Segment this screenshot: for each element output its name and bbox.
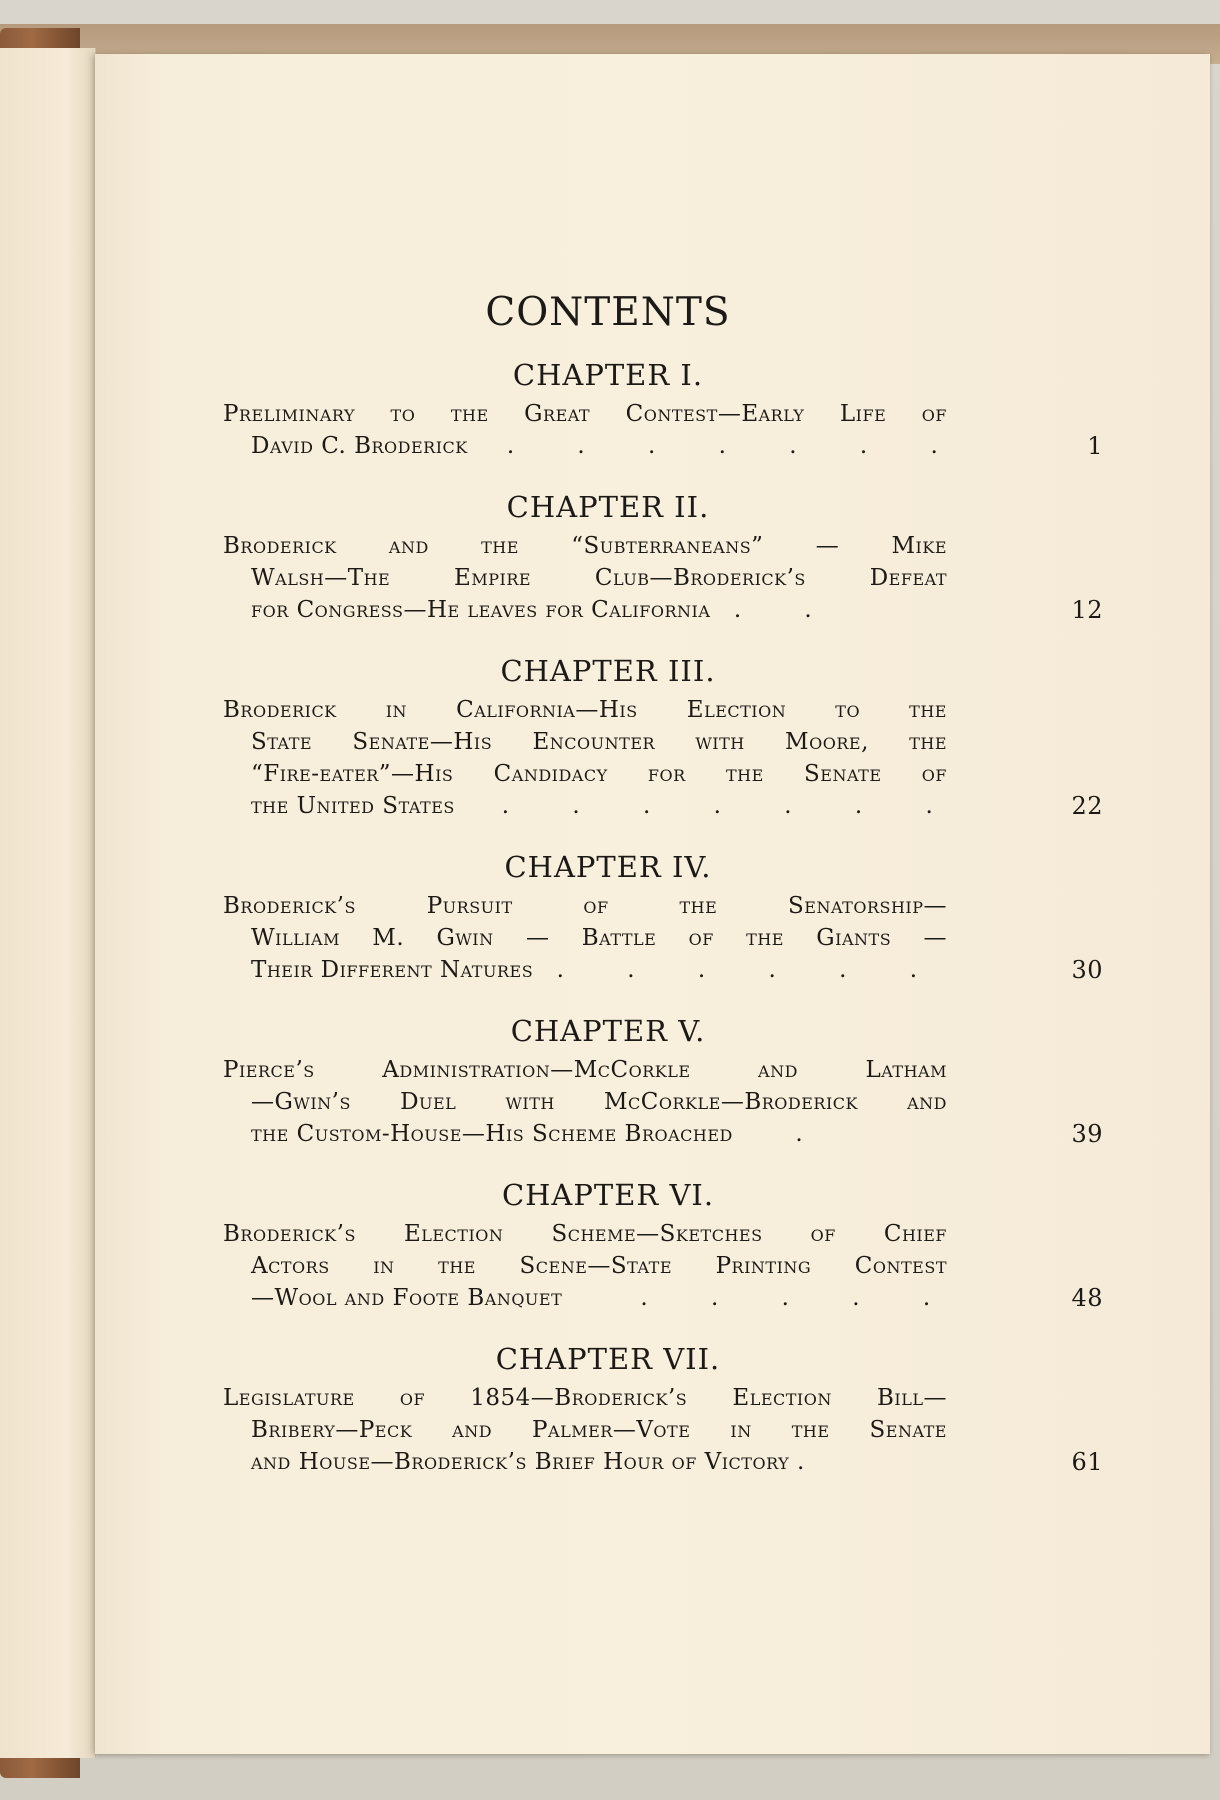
facing-page-edge [0, 48, 96, 1758]
book-page [95, 54, 1210, 1754]
page-number: 48 [1071, 1284, 1103, 1312]
chapter-description-line: and House—Broderick’s Brief Hour of Victory . [251, 1446, 947, 1478]
chapter-description-line: “Fire-eater”—His Candidacy for the Senate of [251, 761, 947, 787]
chapter-description-line: Legislature of 1854—Broderick’s Election Bill— [223, 1385, 947, 1411]
dot-leaders: . . [733, 597, 840, 623]
chapter-description-line: Broderick in California—His Election to the [223, 697, 947, 723]
chapter-description-line: Bribery—Peck and Palmer—Vote in the Senate [251, 1417, 947, 1443]
chapter-description-line: —Wool and Foote Banquet . . . . . [251, 1282, 947, 1314]
dot-leaders: . . . . . . . [501, 793, 961, 819]
chapter-heading: CHAPTER V. [510, 1014, 706, 1048]
dot-leaders: . . . . . [640, 1285, 959, 1311]
chapter-description-line: Pierce’s Administration—McCorkle and Latham [223, 1057, 947, 1083]
chapter-description [223, 1382, 1103, 1478]
chapter-description-line: Preliminary to the Great Contest—Early Life of [223, 401, 947, 427]
page-title: CONTENTS [485, 290, 731, 335]
chapter-description [223, 530, 1103, 626]
chapter-description [223, 398, 1103, 462]
chapter-description [223, 694, 1103, 822]
chapter-entry-1 [223, 358, 1103, 462]
chapter-description-line: Broderick and the “Subterraneans” — Mike [223, 533, 947, 559]
chapter-description-line: the Custom-House—His Scheme Broached . [251, 1118, 947, 1150]
chapter-heading: CHAPTER II. [506, 490, 710, 524]
dot-leaders: . . . . . . [556, 957, 946, 983]
chapter-description-line: Broderick’s Election Scheme—Sketches of Chief [223, 1221, 947, 1247]
chapter-description-line: —Gwin’s Duel with McCorkle—Broderick and [251, 1089, 947, 1115]
chapter-description [223, 890, 1103, 986]
dot-leaders: . [795, 1121, 831, 1147]
dot-leaders: . . . . . . . [506, 433, 966, 459]
chapter-heading: CHAPTER IV. [504, 850, 712, 884]
chapter-description [223, 1054, 1103, 1150]
chapter-entry-2 [223, 490, 1103, 626]
page-number: 1 [1087, 432, 1103, 460]
page-number: 39 [1071, 1120, 1103, 1148]
chapter-entry-5 [223, 1014, 1103, 1150]
chapter-description-line: William M. Gwin — Battle of the Giants — [251, 925, 947, 951]
chapter-description-line: for Congress—He leaves for California . . [251, 594, 947, 626]
chapter-description-line: Actors in the Scene—State Printing Contest [251, 1253, 947, 1279]
chapter-heading: CHAPTER I. [512, 358, 704, 392]
chapter-heading: CHAPTER VII. [495, 1342, 721, 1376]
page-number: 30 [1071, 956, 1103, 984]
page-number: 12 [1071, 596, 1103, 624]
page-number: 22 [1071, 792, 1103, 820]
chapter-description-line: Their Different Natures . . . . . . [251, 954, 947, 986]
chapter-entry-7 [223, 1342, 1103, 1478]
chapter-heading: CHAPTER VI. [501, 1178, 715, 1212]
chapter-entry-6 [223, 1178, 1103, 1314]
chapter-description-line: Broderick’s Pursuit of the Senatorship— [223, 893, 947, 919]
chapter-heading: CHAPTER III. [500, 654, 716, 688]
chapter-entry-4 [223, 850, 1103, 986]
chapter-description-line: David C. Broderick . . . . . . . [251, 430, 947, 462]
page-number: 61 [1071, 1448, 1103, 1476]
chapter-entry-3 [223, 654, 1103, 822]
chapter-description-line: State Senate—His Encounter with Moore, the [251, 729, 947, 755]
chapter-description-line: the United States . . . . . . . [251, 790, 947, 822]
chapter-description [223, 1218, 1103, 1314]
dot-leaders: . [797, 1449, 833, 1475]
chapter-description-line: Walsh—The Empire Club—Broderick’s Defeat [251, 565, 947, 591]
